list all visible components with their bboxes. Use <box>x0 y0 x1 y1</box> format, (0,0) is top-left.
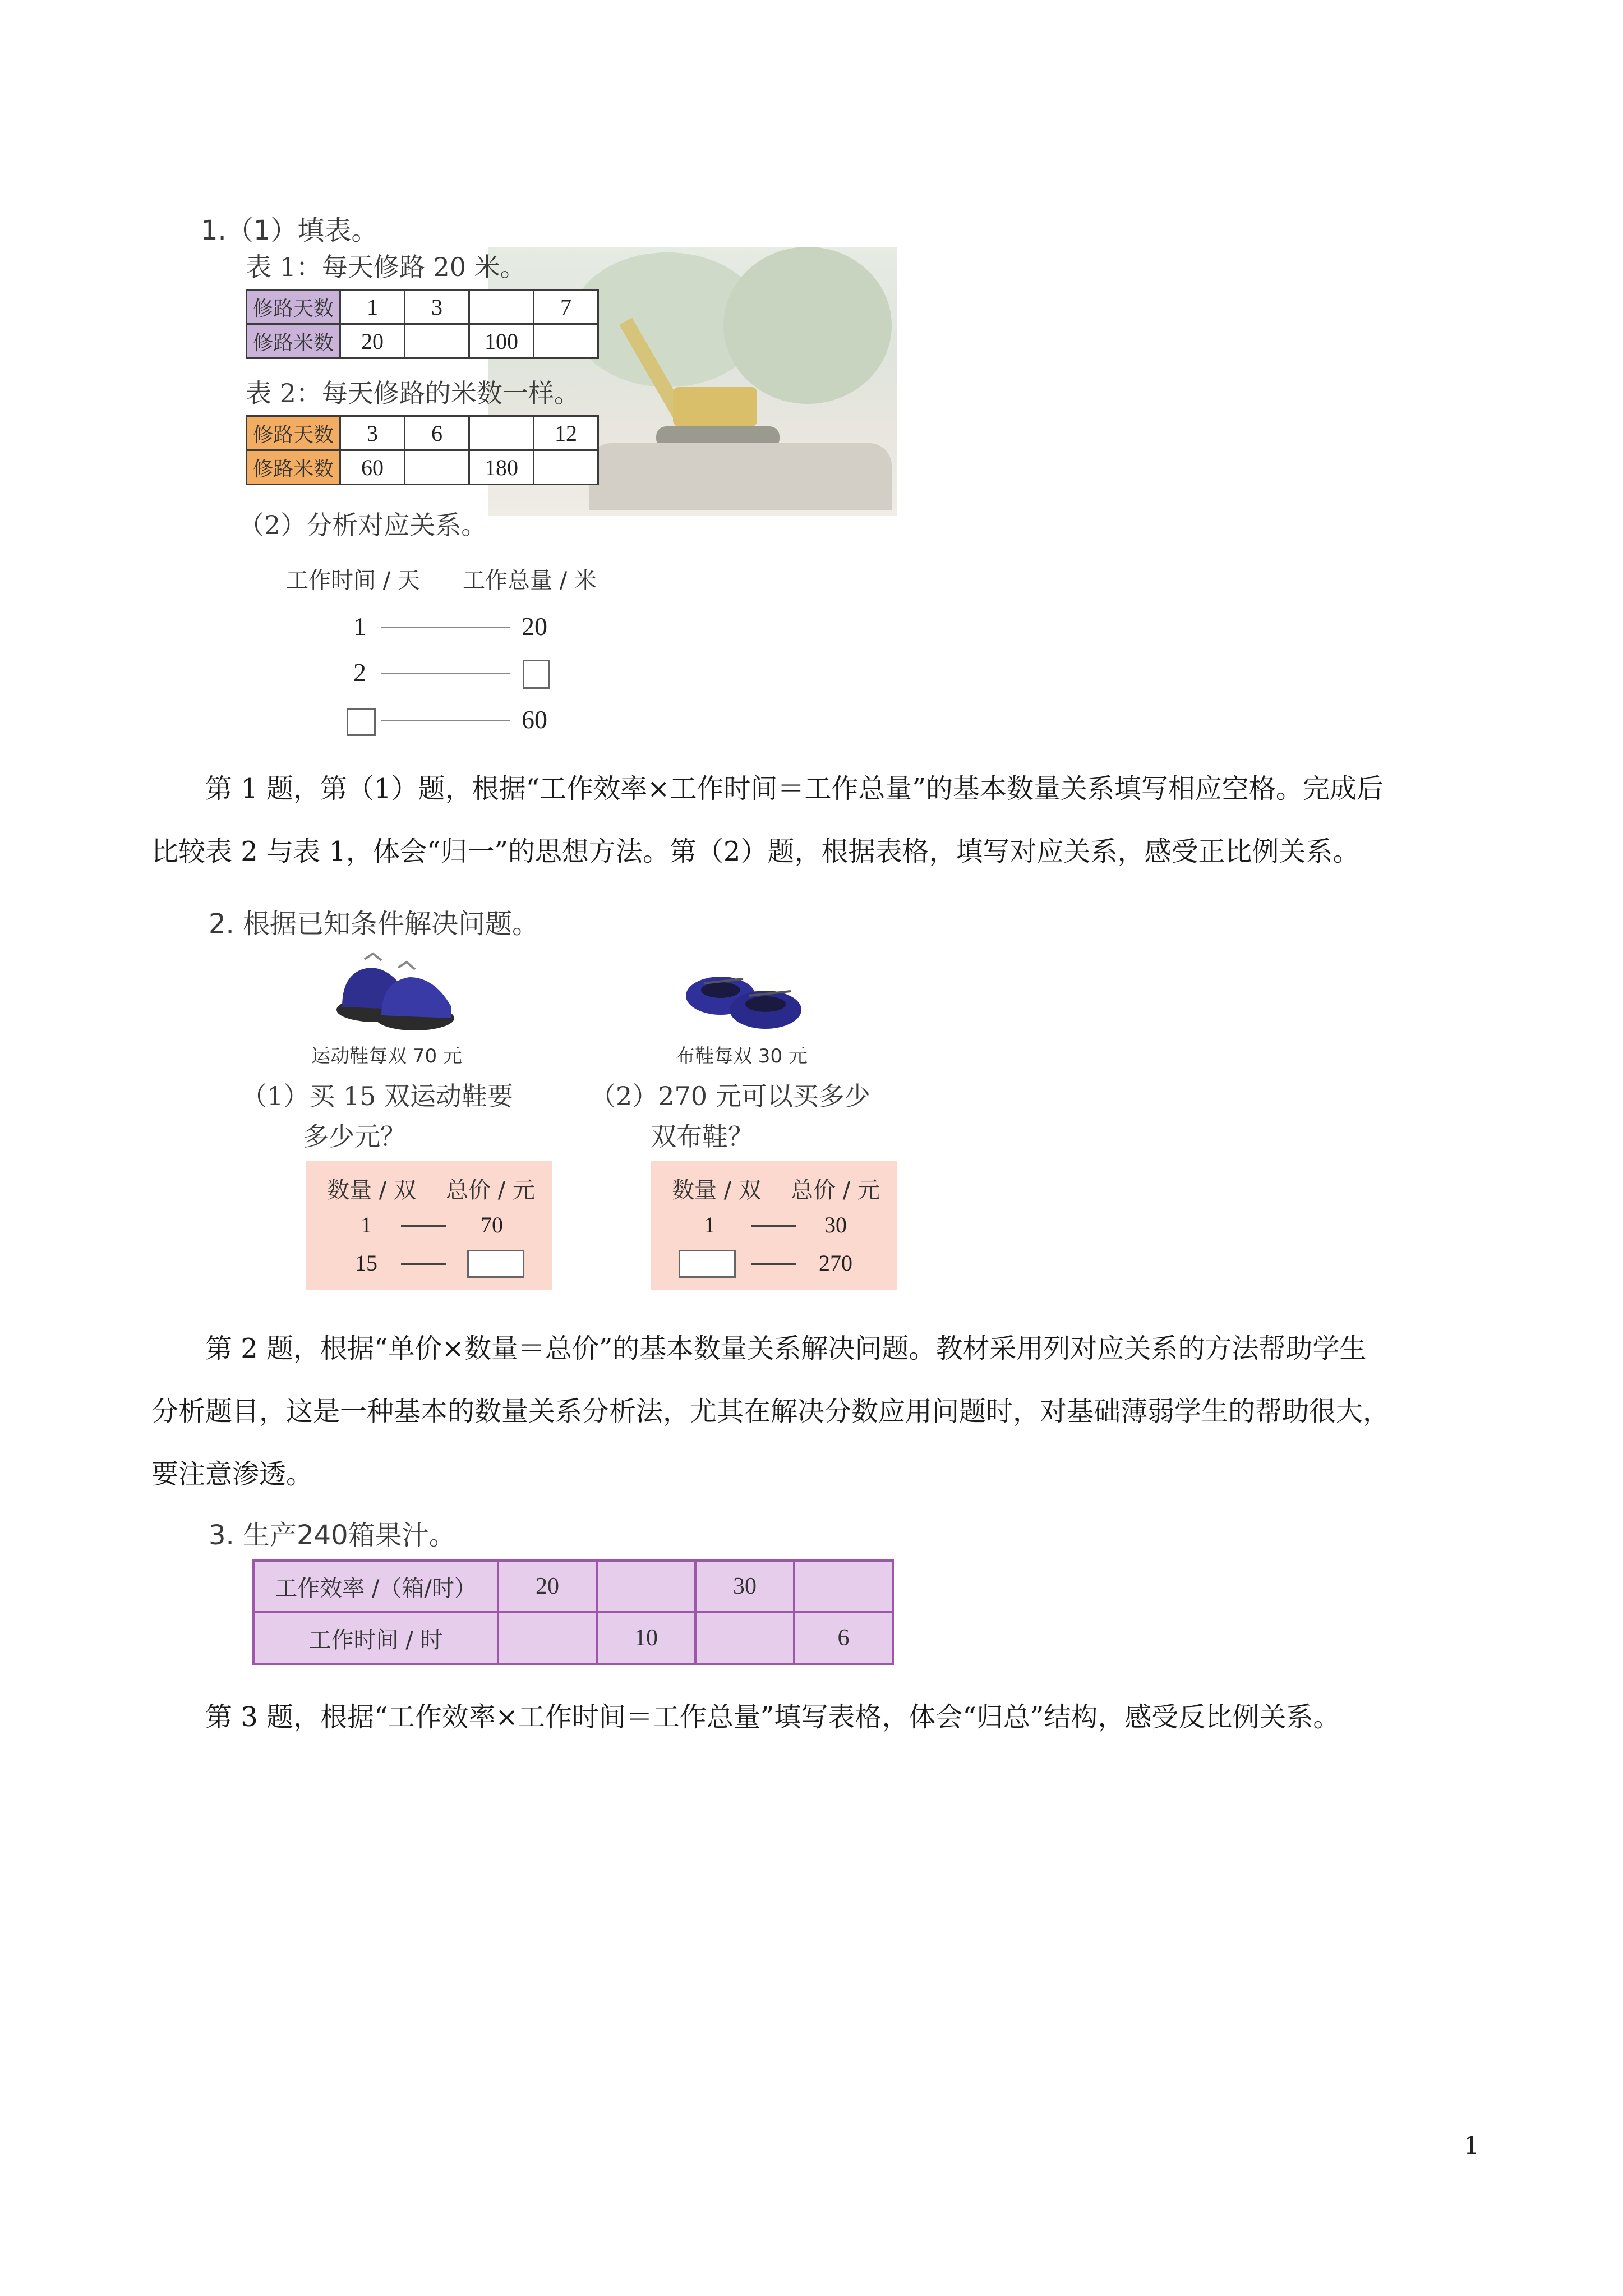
table2-cell: 3 <box>340 416 405 450</box>
relation-line <box>381 627 510 628</box>
paragraph-line: 分析题目，这是一种基本的数量关系分析法，尤其在解决分数应用问题时，对基础薄弱学生的帮助很大， <box>151 1396 1390 1427</box>
paragraph-line: 第 3 题，根据“工作效率×工作时间＝工作总量”填写表格，体会“归总”结构，感受反比例关系。 <box>205 1701 1340 1733</box>
q3-cell: 30 <box>695 1561 794 1612</box>
tree-canopy <box>723 247 892 404</box>
panel-value: 1 <box>704 1212 715 1237</box>
relation-right-value: 20 <box>522 612 547 641</box>
table2-cell <box>534 450 598 485</box>
explanation-paragraph-1 <box>151 757 1486 883</box>
explanation-paragraph-3 <box>151 1686 1486 1749</box>
q1-heading: 1.（1）填表。 <box>201 215 379 246</box>
panel-value: 70 <box>481 1212 503 1237</box>
table1-caption: 表 1：每天修路 20 米。 <box>246 252 526 282</box>
col-label-work-time: 工作时间 / 天 <box>286 568 420 593</box>
panel-dash <box>401 1225 446 1227</box>
panel-value: 270 <box>819 1250 852 1276</box>
panel-col-quantity: 数量 / 双 <box>327 1177 416 1203</box>
cloth-shoes-icon <box>681 956 805 1035</box>
q3-cell: 6 <box>794 1612 893 1664</box>
table2-cell: 60 <box>340 450 405 485</box>
q3-heading: 3. 生产240箱果汁。 <box>209 1520 456 1551</box>
panel-value: 30 <box>824 1212 847 1237</box>
q2-part2-question-line1: （2）270 元可以买多少 <box>590 1081 870 1111</box>
explanation-paragraph-2 <box>151 1317 1486 1506</box>
table2 <box>246 415 599 485</box>
table1-cell <box>469 290 534 324</box>
paragraph-line: 比较表 2 与表 1，体会“归一”的思想方法。第（2）题，根据表格，填写对应关系，感受正比例关系。 <box>151 836 1360 867</box>
paragraph-line: 第 1 题，第（1）题，根据“工作效率×工作时间＝工作总量”的基本数量关系填写相应空格。完成后 <box>205 773 1384 804</box>
q3-cell <box>597 1561 695 1612</box>
table2-header-days: 修路天数 <box>247 416 340 450</box>
table2-caption: 表 2：每天修路的米数一样。 <box>246 378 580 408</box>
paragraph-line: 第 2 题，根据“单价×数量＝总价”的基本数量关系解决问题。教材采用列对应关系的方法帮助学生 <box>205 1333 1367 1364</box>
table1 <box>246 289 599 359</box>
table2-cell: 6 <box>405 416 469 450</box>
q3-cell: 20 <box>498 1561 597 1612</box>
q3-table <box>252 1559 894 1665</box>
panel-col-quantity: 数量 / 双 <box>672 1177 761 1203</box>
table1-cell: 20 <box>340 324 405 358</box>
panel-dash <box>751 1225 796 1227</box>
col-label-work-total: 工作总量 / 米 <box>463 568 597 593</box>
answer-blank-box <box>679 1250 736 1278</box>
relation-left-value: 2 <box>353 658 366 687</box>
table2-header-meters: 修路米数 <box>247 450 340 485</box>
table2-cell <box>405 450 469 485</box>
panel-value: 15 <box>355 1250 377 1276</box>
q2-part1-question-line2: 多少元？ <box>303 1121 406 1152</box>
paragraph-line: 要注意渗透。 <box>151 1458 313 1490</box>
q2-heading: 2. 根据已知条件解决问题。 <box>209 908 540 940</box>
panel-dash <box>401 1263 446 1265</box>
q3-header-time: 工作时间 / 时 <box>253 1612 498 1664</box>
q2-part1-question-line1: （1）买 15 双运动鞋要 <box>241 1081 514 1111</box>
answer-blank-box <box>347 708 376 736</box>
panel-value: 1 <box>361 1212 372 1237</box>
q2-left-panel <box>306 1161 552 1290</box>
table1-header-days: 修路天数 <box>247 290 340 324</box>
table1-cell: 100 <box>469 324 534 358</box>
q3-cell <box>794 1561 893 1612</box>
table2-cell <box>469 416 534 450</box>
q1-part2-heading: （2）分析对应关系。 <box>238 510 487 540</box>
panel-col-total: 总价 / 元 <box>791 1177 880 1203</box>
sneakers-icon <box>331 942 460 1032</box>
q3-cell <box>498 1612 597 1664</box>
panel-dash <box>751 1263 796 1265</box>
table1-cell <box>534 324 598 358</box>
q3-header-efficiency: 工作效率 /（箱/时） <box>253 1561 498 1612</box>
sneaker-price-caption: 运动鞋每双 70 元 <box>311 1045 462 1068</box>
table1-cell <box>405 324 469 358</box>
relation-left-value: 1 <box>353 612 366 641</box>
answer-blank-box <box>467 1250 524 1278</box>
relation-line <box>381 673 510 674</box>
cloth-shoe-price-caption: 布鞋每双 30 元 <box>676 1045 808 1068</box>
answer-blank-box <box>523 660 550 689</box>
rubble <box>589 443 892 510</box>
table2-cell: 180 <box>469 450 534 485</box>
q3-cell <box>695 1612 794 1664</box>
relation-line <box>381 720 510 721</box>
table2-cell: 12 <box>534 416 598 450</box>
q2-right-panel <box>651 1161 897 1290</box>
table1-header-meters: 修路米数 <box>247 324 340 358</box>
panel-col-total: 总价 / 元 <box>446 1177 535 1203</box>
q2-part2-question-line2: 双布鞋？ <box>651 1121 754 1152</box>
q3-cell: 10 <box>597 1612 695 1664</box>
table1-cell: 7 <box>534 290 598 324</box>
table1-cell: 1 <box>340 290 405 324</box>
relation-right-value: 60 <box>522 705 547 734</box>
table1-cell: 3 <box>405 290 469 324</box>
page-number: 1 <box>1464 2132 1479 2160</box>
excavator-body <box>673 387 757 426</box>
